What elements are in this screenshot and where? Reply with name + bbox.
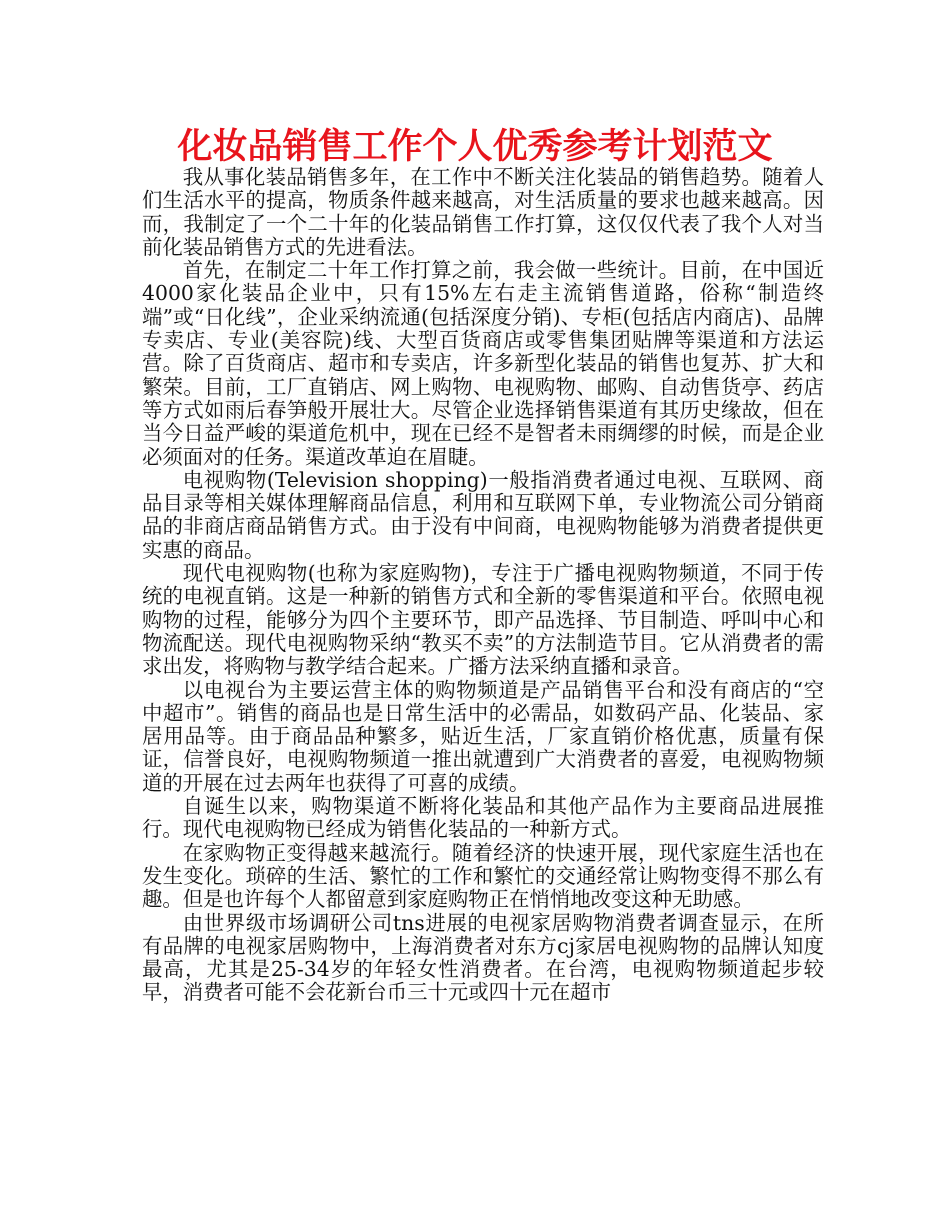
paragraph: 自诞生以来，购物渠道不断将化装品和其他产品作为主要商品进展推行。现代电视购物已经成为销售化装品的一种新方式。	[142, 794, 824, 842]
paragraph: 首先，在制定二十年工作打算之前，我会做一些统计。目前，在中国近4000家化装品企业中，只有15%左右走主流销售道路，俗称“制造终端”或“日化线”，企业采纳流通(包括深度分销)、专柜(包括店内商店)、品牌专卖店、专业(美容院)线、大型百货商店或零售集团贴牌等渠道和方法运营。除了百货商店、超市和专卖店，许多新型化装品的销售也复苏、扩大和繁荣。目前，工厂直销店、网上购物、电视购物、邮购、自动售货亭、药店等方式如雨后春笋般开展壮大。尽管企业选择销售渠道有其历史缘故，但在当今日益严峻的渠道危机中，现在已经不是智者未雨绸缪的时候，而是企业必须面对的任务。渠道改革迫在眉睫。	[142, 258, 824, 469]
document-body	[142, 166, 824, 1005]
paragraph: 现代电视购物(也称为家庭购物)，专注于广播电视购物频道，不同于传统的电视直销。这是一种新的销售方式和全新的零售渠道和平台。依照电视购物的过程，能够分为四个主要环节，即产品选择、节目制造、呼叫中心和物流配送。现代电视购物采纳“教买不卖”的方法制造节目。它从消费者的需求出发，将购物与教学结合起来。广播方法采纳直播和录音。	[142, 561, 824, 679]
paragraph: 由世界级市场调研公司tns进展的电视家居购物消费者调查显示，在所有品牌的电视家居购物中，上海消费者对东方cj家居电视购物的品牌认知度最高，尤其是25-34岁的年轻女性消费者。在台湾，电视购物频道起步较早，消费者可能不会花新台币三十元或四十元在超市	[142, 910, 824, 1005]
document-title: 化妆品销售工作个人优秀参考计划范文	[177, 127, 773, 167]
paragraph: 在家购物正变得越来越流行。随着经济的快速开展，现代家庭生活也在发生变化。琐碎的生活、繁忙的工作和繁忙的交通经常让购物变得不那么有趣。但是也许每个人都留意到家庭购物正在悄悄地改变这种无助感。	[142, 840, 824, 912]
paragraph: 电视购物(Television shopping)一般指消费者通过电视、互联网、商品目录等相关媒体理解商品信息，利用和互联网下单，专业物流公司分销商品的非商店商品销售方式。由于没有中间商，电视购物能够为消费者提供更实惠的商品。	[142, 467, 824, 562]
paragraph: 我从事化装品销售多年，在工作中不断关注化装品的销售趋势。随着人们生活水平的提高，物质条件越来越高，对生活质量的要求也越来越高。因而，我制定了一个二十年的化装品销售工作打算，这仅仅代表了我个人对当前化装品销售方式的先进看法。	[142, 165, 824, 259]
paragraph: 以电视台为主要运营主体的购物频道是产品销售平台和没有商店的“空中超市”。销售的商品也是日常生活中的必需品，如数码产品、化装品、家居用品等。由于商品品种繁多，贴近生活，厂家直销价格优惠，质量有保证，信誉良好，电视购物频道一推出就遭到广大消费者的喜爱，电视购物频道的开展在过去两年也获得了可喜的成绩。	[142, 677, 824, 795]
